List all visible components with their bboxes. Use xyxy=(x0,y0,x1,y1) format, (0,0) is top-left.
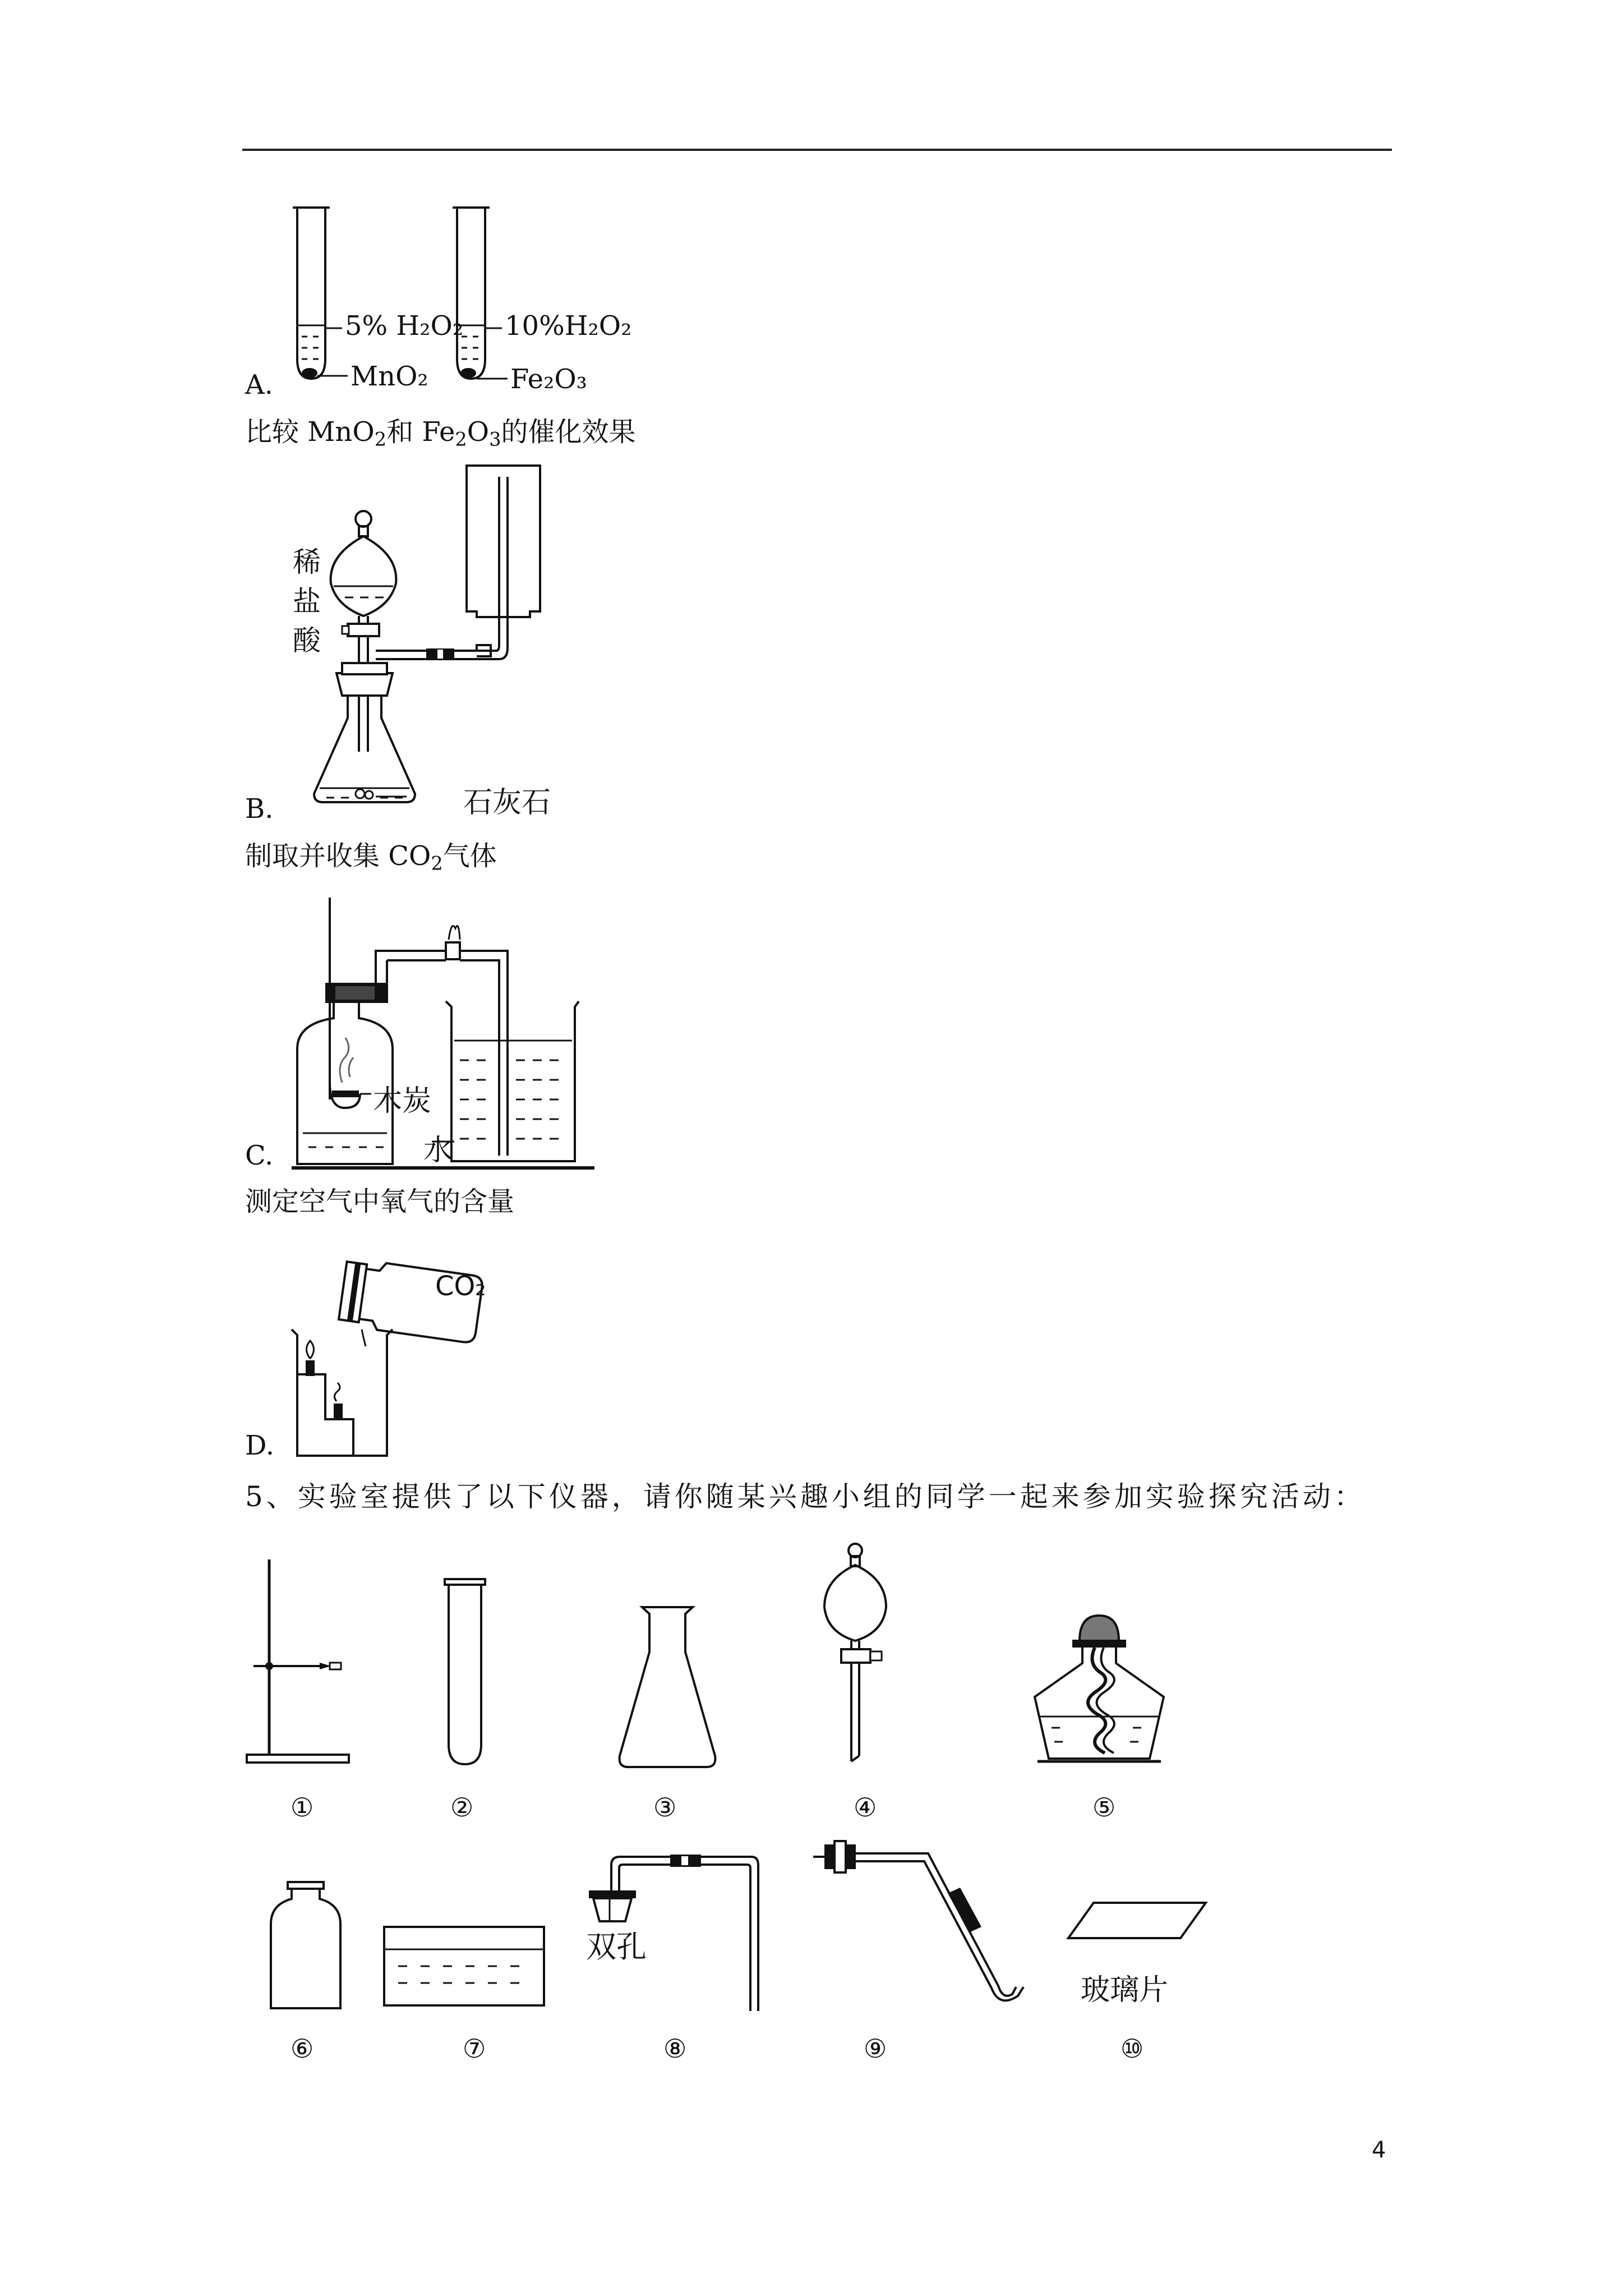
alcohol-lamp xyxy=(1032,1607,1166,1770)
right-angle-tube xyxy=(813,1840,1038,2019)
label-4: ④ xyxy=(854,1792,877,1823)
gas-jar xyxy=(266,1882,345,2011)
page-number: 4 xyxy=(1372,2137,1386,2163)
label-3: ③ xyxy=(653,1792,677,1823)
acid-label-1: 稀 xyxy=(293,546,321,578)
tube2-solution-label: 10%H₂O₂ xyxy=(505,310,632,342)
tube1-solid-label: MnO₂ xyxy=(351,361,428,392)
conical-flask xyxy=(617,1607,718,1770)
option-d-letter: D. xyxy=(245,1430,275,1461)
figure-a-test-tubes xyxy=(280,208,673,398)
water-label: 水 xyxy=(423,1134,453,1167)
label-1: ① xyxy=(291,1792,314,1823)
label-8: ⑧ xyxy=(663,2033,687,2064)
label-6: ⑥ xyxy=(291,2033,314,2064)
option-b-letter: B. xyxy=(245,793,274,825)
option-c-caption: 测定空气中氧气的含量 xyxy=(245,1186,515,1217)
option-b-caption: 制取并收集 $CO_2$气体 xyxy=(245,840,497,875)
label-10: ⑩ xyxy=(1121,2033,1144,2064)
label-5: ⑤ xyxy=(1092,1792,1116,1823)
test-tube xyxy=(440,1579,491,1770)
option-a-letter: A. xyxy=(245,369,273,401)
stopper-label: 双孔 xyxy=(586,1929,647,1964)
figure-b-co2-apparatus xyxy=(314,466,707,819)
glass-plate xyxy=(1068,1902,1209,1947)
option-c-letter: C. xyxy=(245,1140,274,1171)
option-a-caption: 比较 MnO$_2$和 $Fe_2O_3$的催化效果 xyxy=(245,416,636,450)
question-5-text: 5、实验室提供了以下仪器，请你随某兴趣小组的同学一起来参加实验探究活动： xyxy=(245,1480,1366,1513)
water-trough xyxy=(381,1924,550,2011)
acid-label-2: 盐 xyxy=(293,585,321,618)
glass-plate-label: 玻璃片 xyxy=(1081,1973,1169,2007)
label-7: ⑦ xyxy=(463,2033,486,2064)
charcoal-label: 木炭 xyxy=(373,1084,432,1118)
limestone-label: 石灰石 xyxy=(463,786,551,820)
label-9: ⑨ xyxy=(864,2033,887,2064)
iron-stand xyxy=(247,1559,353,1773)
tube1-solution-label: 5% H₂O₂ xyxy=(345,310,464,342)
acid-label-3: 酸 xyxy=(293,624,321,657)
co2-bottle-label: CO₂ xyxy=(435,1271,486,1302)
tube2-solid-label: Fe₂O₃ xyxy=(510,364,587,395)
header-rule xyxy=(242,149,1392,151)
figure-d-co2-candles xyxy=(292,1240,550,1464)
separatory-funnel xyxy=(822,1543,911,1773)
label-2: ② xyxy=(450,1792,474,1823)
